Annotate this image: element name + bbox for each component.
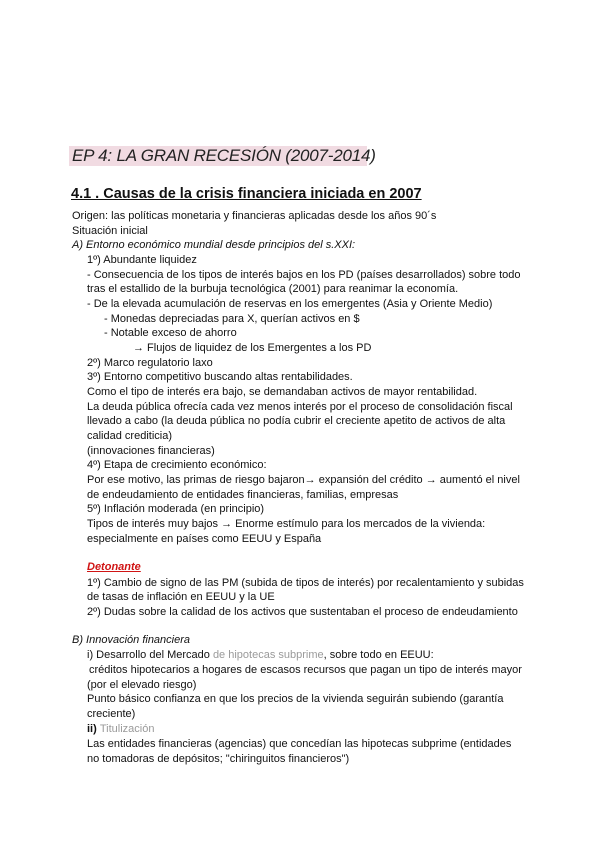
page-title: EP 4: LA GRAN RECESIÓN (2007-2014) xyxy=(72,146,376,165)
text-line: 2º) Dudas sobre la calidad de los activos que sustentaban el proceso de endeudamiento xyxy=(87,606,518,618)
text-line: Situación inicial xyxy=(72,225,148,237)
text-line: créditos hipotecarios a hogares de escasos recursos que pagan un tipo de interés mayor xyxy=(89,664,522,676)
text-line xyxy=(87,722,154,736)
text-line: (innovaciones financieras) xyxy=(87,445,215,457)
subheading-b: B) Innovación financiera xyxy=(72,634,191,646)
text-line: Las entidades financieras (agencias) que concedían las hipotecas subprime (entidades xyxy=(87,738,512,750)
section-heading: 4.1 . Causas de la crisis financiera iniciada en 2007 xyxy=(71,186,422,202)
subprime-highlight: de hipotecas subprime xyxy=(212,649,324,661)
titulizacion-highlight: Titulización xyxy=(99,723,155,735)
text-line: 1º) Cambio de signo de las PM (subida de tipos de interés) por recalentamiento y subidas xyxy=(87,577,524,589)
detonante-heading: Detonante xyxy=(87,561,141,573)
item1-prefix: i) Desarrollo del Mercado xyxy=(87,649,213,661)
text-line: Por ese motivo, las primas de riesgo bajaron→ expansión del crédito → aumentó el nivel xyxy=(87,474,520,486)
text-line: Punto básico confianza en que los precios de la vivienda seguirán subiendo (garantía xyxy=(87,693,504,705)
text-line: no tomadoras de depósitos; "chiringuitos financieros") xyxy=(87,753,350,765)
text-line: Origen: las políticas monetaria y financieras aplicadas desde los años 90´s xyxy=(72,210,437,222)
text-line: creciente) xyxy=(87,708,136,720)
text-line: 5º) Inflación moderada (en principio) xyxy=(87,503,265,515)
text-line: - Consecuencia de los tipos de interés bajos en los PD (países desarrollados) sobre todo xyxy=(87,269,521,281)
text-line: de tasas de inflación en EEUU y la UE xyxy=(87,591,275,603)
text-line: (por el elevado riesgo) xyxy=(87,679,197,691)
text-line: → Flujos de liquidez de los Emergentes a los PD xyxy=(133,342,372,354)
text-line: 4º) Etapa de crecimiento económico: xyxy=(87,459,267,471)
text-line: calidad crediticia) xyxy=(87,430,172,442)
text-line: - Monedas depreciadas para X, querían activos en $ xyxy=(104,313,360,325)
text-line: Como el tipo de interés era bajo, se demandaban activos de mayor rentabilidad. xyxy=(87,386,478,398)
text-line: llevado a cabo (la deuda pública no podía cubrir el creciente apetito de activos de alta xyxy=(87,415,506,427)
item2-prefix: ii) xyxy=(87,723,100,735)
text-line: tras el estallido de la burbuja tecnológica (2001) para reanimar la economía. xyxy=(87,283,459,295)
text-line: Tipos de interés muy bajos → Enorme estímulo para los mercados de la vivienda: xyxy=(87,518,486,530)
text-line: - De la elevada acumulación de reservas en los emergentes (Asia y Oriente Medio) xyxy=(87,298,493,310)
text-line: 1º) Abundante liquidez xyxy=(87,254,197,266)
subheading-a: A) Entorno económico mundial desde principios del s.XXI: xyxy=(72,239,356,251)
text-line: de endeudamiento de entidades financieras, familias, empresas xyxy=(87,489,399,501)
text-line: 2º) Marco regulatorio laxo xyxy=(87,357,213,369)
item1-suffix: , sobre todo en EEUU: xyxy=(323,649,434,661)
text-line: - Notable exceso de ahorro xyxy=(104,327,237,339)
text-line: especialmente en países como EEUU y España xyxy=(87,533,322,545)
text-line: 3º) Entorno competitivo buscando altas rentabilidades. xyxy=(87,371,353,383)
text-line: La deuda pública ofrecía cada vez menos interés por el proceso de consolidación fiscal xyxy=(87,401,513,413)
text-line xyxy=(87,648,434,662)
